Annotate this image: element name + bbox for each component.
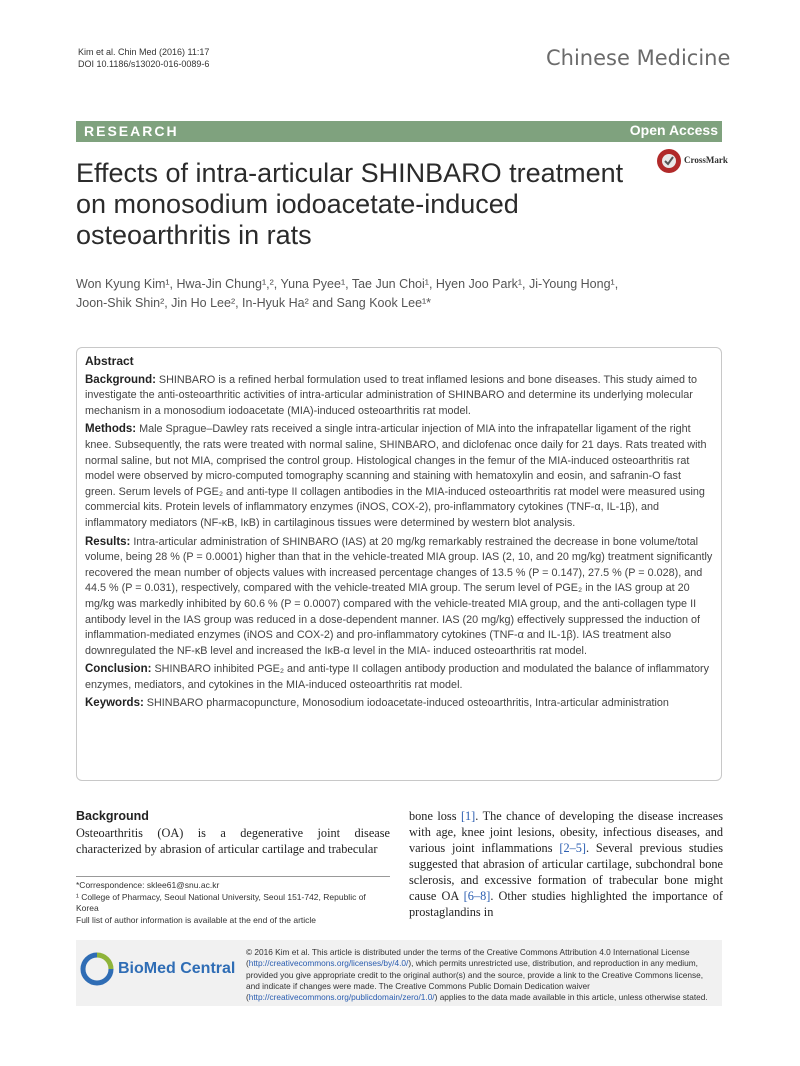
body-right-column: bone loss [1]. The chance of developing the disease increases with age, knee joint lesions, obesity, infectious diseases, and various joint inflammations [2–5]. Several previous studies suggested that abrasion of articular cartilage, subchondral bone sclerosis, and excessive formation of trabecular bone might cause OA [6–8]. Other studies highlighted the importance of prostaglandins in <box>409 809 723 919</box>
abstract-keywords: Keywords: SHINBARO pharmacopuncture, Monosodium iodoacetate-induced osteoarthritis, Intra-articular administration <box>85 697 669 710</box>
biomed-central-logo-icon <box>80 952 114 986</box>
publisher-logo <box>80 952 240 992</box>
crossmark-badge[interactable] <box>656 148 726 174</box>
affiliation-note: ¹ College of Pharmacy, Seoul National University, Seoul 151-742, Republic of Korea <box>76 891 366 913</box>
footnotes <box>76 880 390 926</box>
license-box <box>76 940 722 1006</box>
reference-link[interactable]: [2–5] <box>559 841 586 855</box>
abstract-box <box>76 347 722 781</box>
cc0-link[interactable]: http://creativecommons.org/publicdomain/zero/1.0/ <box>248 992 435 1003</box>
abstract-results: Results: Intra-articular administration of SHINBARO (IAS) at 20 mg/kg remarkably restrained the decrease in bone volume/total volume, being 28 % (P = 0.0001) higher than that in the vehicle-treated MIA group. IAS (2, 10, and 20 mg/kg) treatment significantly recovered the mean number of objects values with increased percentage changes of 13.5 % (P = 0.147), 27.5 % (P = 0.028), and 44.5 % (P = 0.031), respectively, compared with the vehicle-treated MIA group. The serum level of PGE₂ in the IAS group at 20 mg/kg was markedly inhibited by 60.6 % (P = 0.0007) compared with the vehicle-treated MIA group, and the anti-collagen type II antibody level in the IAS group was reduced in a dose-dependent manner. IAS (20 mg/kg) effectively suppressed the induction of inflammation-mediated enzymes (iNOS and COX-2) and pro-inflammatory cytokines (TNF-α and IL-1β). IAS treatment also downregulated the NF-κB level and increased the IκB-α level in the MIA- induced osteoarthritis rat model. <box>85 535 713 657</box>
abstract-background: Background: SHINBARO is a refined herbal formulation used to treat inflamed lesions and bone diseases. This study aimed to investigate the anti-osteoarthritic activities of intra-articular administration of SHINBARO and determine its underlying molecular mechanism in a monosodium iodoacetate (MIA)-induced osteoarthritis rat model. <box>85 373 698 417</box>
doi-line: DOI 10.1186/s13020-016-0089-6 <box>78 59 210 69</box>
reference-link[interactable]: [1] <box>460 809 476 823</box>
authors-line: Joon-Shik Shin², Jin Ho Lee², In-Hyuk Ha² and Sang Kook Lee¹* <box>76 296 432 310</box>
citation <box>78 46 209 70</box>
journal-name: Chinese Medicine <box>546 46 731 70</box>
abstract-conclusion: Conclusion: SHINBARO inhibited PGE₂ and anti-type II collagen antibody production and modulated the balance of inflammatory enzymes, mediators, and cytokines in the MIA-induced osteoarthritis rat model. <box>85 663 710 691</box>
authors-line: Won Kyung Kim¹, Hwa-Jin Chung¹,², Yuna Pyee¹, Tae Jun Choi¹, Hyen Joo Park¹, Ji-Young Hong¹, <box>76 277 619 291</box>
abstract-methods: Methods: Male Sprague–Dawley rats received a single intra-articular injection of MIA into the infrapatellar ligament of the right knee. Subsequently, the rats were treated with normal saline, SHINBARO, and diclofenac once daily for 21 days. Rats treated with normal saline, but not MIA, comprised the control group. Histological changes in the femur of the MIA-induced osteoarthritis rat model were observed by micro-computed tomography scanning and staining with hematoxylin and eosin, and safranin-O fast green. Serum levels of PGE₂ and anti-type II collagen antibodies in the MIA-induced osteoarthritis rat model were measured using commercial kits. Protein levels of inflammatory enzymes (iNOS, COX-2), pro-inflammatory cytokines (TNF-α, IL-1β), and inflammatory mediators (NF-κB, IκB) in cartilaginous tissues were determined by western blot analysis. <box>85 423 707 529</box>
citation-line: Kim et al. Chin Med (2016) 11:17 <box>78 47 210 57</box>
publisher-name: BioMed Central <box>118 960 236 977</box>
body-paragraph: Osteoarthritis (OA) is a degenerative joint disease characterized by abrasion of articular cartilage and trabecular <box>76 826 390 856</box>
footnote-divider <box>76 876 390 877</box>
license-link[interactable]: http://creativecommons.org/licenses/by/4.0/ <box>248 958 409 969</box>
abstract-heading: Abstract <box>85 354 134 368</box>
author-info-note: Full list of author information is available at the end of the article <box>76 914 317 925</box>
license-text: © 2016 Kim et al. This article is distributed under the terms of the Creative Commons Attribution 4.0 International License (http://creativecommons.org/licenses/by/4.0/), which permits unrestricted use, distribution, and reproduction in any medium, provided you give appropriate credit to the original author(s) and the source, provide a link to the Creative Commons license, and indicate if changes were made. The Creative Commons Public Domain Dedication waiver (http://creativecommons.org/publicdomain/zero/1.0/) applies to the data made available in this article, unless otherwise stated. <box>246 947 708 1003</box>
open-access-label: Open Access <box>629 122 718 138</box>
section-heading: Background <box>76 809 149 823</box>
crossmark-icon <box>656 148 682 174</box>
author-list <box>76 275 726 313</box>
article-type-label: RESEARCH <box>84 123 179 139</box>
article-type-banner <box>76 121 722 142</box>
correspondence-note: *Correspondence: sklee61@snu.ac.kr <box>76 880 220 890</box>
reference-link[interactable]: [6–8] <box>463 889 491 903</box>
body-left-column <box>76 808 390 857</box>
crossmark-label: CrossMark <box>684 155 728 165</box>
article-title: Effects of intra-articular SHINBARO treatment on monosodium iodoacetate-induced osteoarthritis in rats <box>76 158 624 250</box>
